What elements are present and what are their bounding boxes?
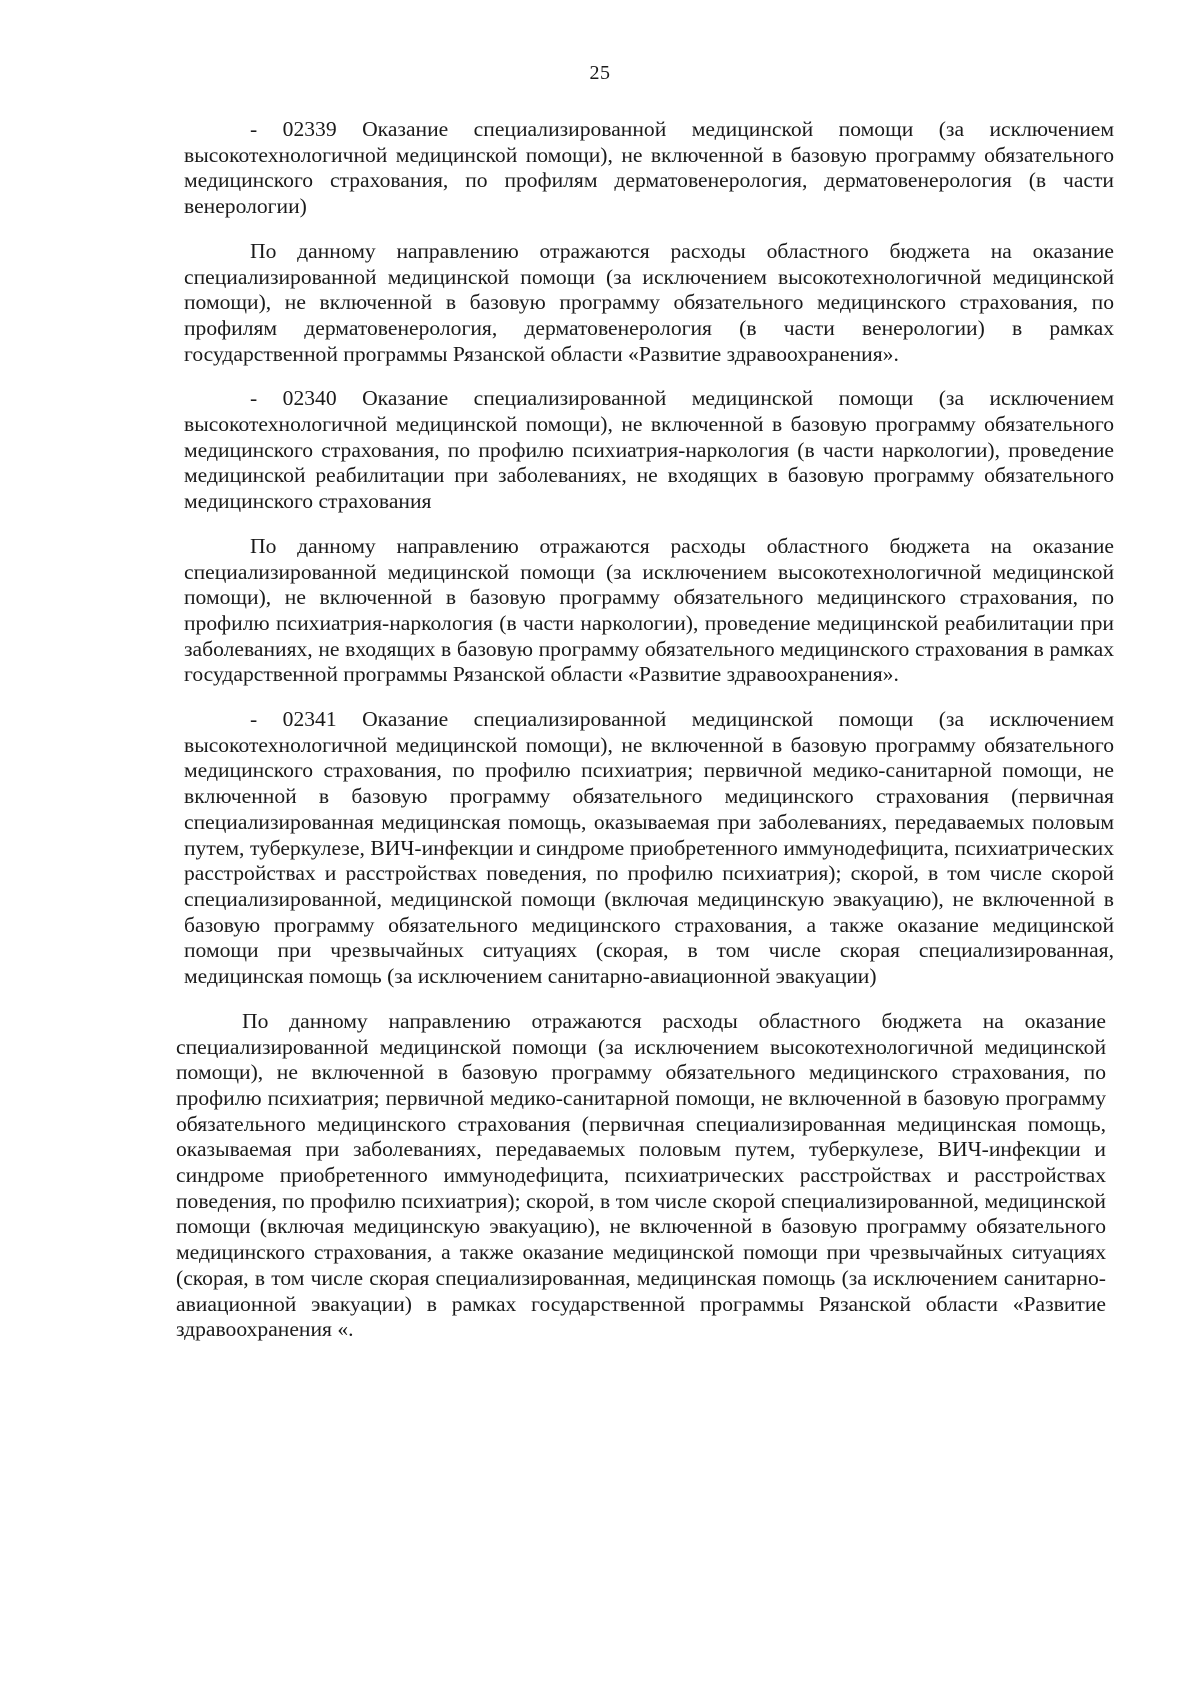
- direction-description-02340: По данному направлению отражаются расходы областного бюджета на оказание специализированной медицинской помощи (за исключением высокотехнологичной медицинской помощи), не включенной в базовую программу обязательного медицинского страхования, по профилю психиатрия-наркология (в части наркологии), проведение медицинской реабилитации при заболеваниях, не входящих в базовую программу обязательного медицинского страхования в рамках государственной программы Рязанской области «Развитие здравоохранения».: [184, 533, 1114, 687]
- page-number: 25: [589, 62, 611, 84]
- document-body: [176, 117, 1114, 1362]
- budget-item-02340: - 02340 Оказание специализированной медицинской помощи (за исключением высокотехнологичной медицинской помощи), не включенной в базовую программу обязательного медицинского страхования, по профилю психиатрия-наркология (в части наркологии), проведение медицинской реабилитации при заболеваниях, не входящих в базовую программу обязательного медицинского страхования: [184, 386, 1114, 514]
- direction-description-02341: По данному направлению отражаются расходы областного бюджета на оказание специализированной медицинской помощи (за исключением высокотехнологичной медицинской помощи), не включенной в базовую программу обязательного медицинского страхования, по профилю психиатрия; первичной медико-санитарной помощи, не включенной в базовую программу обязательного медицинского страхования (первичная специализированная медицинская помощь, оказываемая при заболеваниях, передаваемых половым путем, туберкулезе, ВИЧ-инфекции и синдроме приобретенного иммунодефицита, психиатрических расстройствах и расстройствах поведения, по профилю психиатрия); скорой, в том числе скорой специализированной, медицинской помощи (включая медицинскую эвакуацию), не включенной в базовую программу обязательного медицинского страхования, а также оказание медицинской помощи при чрезвычайных ситуациях (скорая, в том числе скорая специализированная, медицинская помощь (за исключением санитарно-авиационной эвакуации) в рамках государственной программы Рязанской области «Развитие здравоохранения «.: [176, 1008, 1106, 1342]
- budget-item-02339: - 02339 Оказание специализированной медицинской помощи (за исключением высокотехнологичной медицинской помощи), не включенной в базовую программу обязательного медицинского страхования, по профилям дерматовенерология, дерматовенерология (в части венерологии): [184, 117, 1114, 219]
- direction-description-02339: По данному направлению отражаются расходы областного бюджета на оказание специализированной медицинской помощи (за исключением высокотехнологичной медицинской помощи), не включенной в базовую программу обязательного медицинского страхования, по профилям дерматовенерология, дерматовенерология (в части венерологии) в рамках государственной программы Рязанской области «Развитие здравоохранения».: [184, 238, 1114, 366]
- budget-item-02341: - 02341 Оказание специализированной медицинской помощи (за исключением высокотехнологичной медицинской помощи), не включенной в базовую программу обязательного медицинского страхования, по профилю психиатрия; первичной медико-санитарной помощи, не включенной в базовую программу обязательного медицинского страхования (первичная специализированная медицинская помощь, оказываемая при заболеваниях, передаваемых половым путем, туберкулезе, ВИЧ-инфекции и синдроме приобретенного иммунодефицита, психиатрических расстройствах и расстройствах поведения, по профилю психиатрия); скорой, в том числе скорой специализированной, медицинской помощи (включая медицинскую эвакуацию), не включенной в базовую программу обязательного медицинского страхования, а также оказание медицинской помощи при чрезвычайных ситуациях (скорая, в том числе скорая специализированная, медицинская помощь (за исключением санитарно-авиационной эвакуации): [184, 707, 1114, 989]
